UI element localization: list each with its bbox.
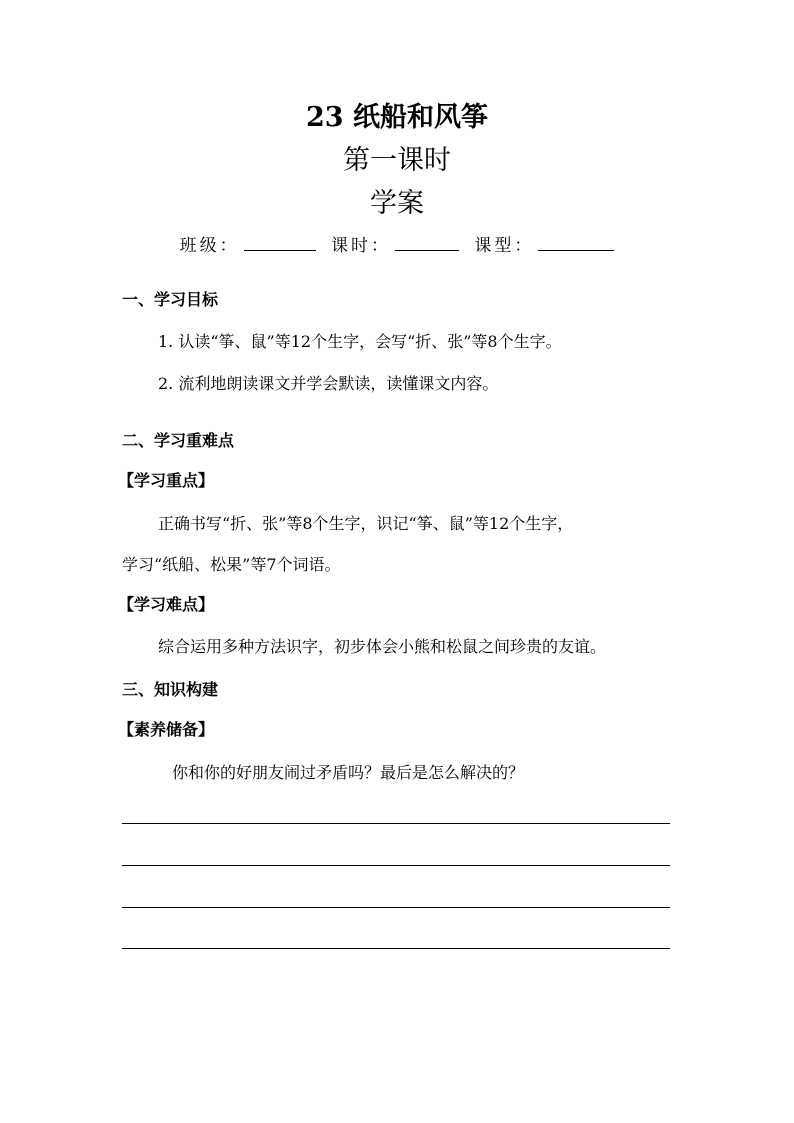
lesson-subtitle: 第一课时 — [343, 145, 451, 176]
answer-line[interactable] — [122, 907, 670, 908]
section-heading-knowledge: 三、知识构建 — [122, 680, 219, 699]
class-blank[interactable] — [244, 232, 316, 251]
period-label: 课时： — [331, 236, 391, 256]
objective-item: 1. 认读“筝、鼠”等12个生字，会写“折、张”等8个生字。 — [158, 332, 562, 351]
prep-question: 你和你的好朋友闹过矛盾吗？最后是怎么解决的？ — [172, 763, 525, 782]
focus-text-line-1: 正确书写“折、张”等8个生字，识记“筝、鼠”等12个生字， — [158, 514, 574, 533]
type-blank[interactable] — [538, 232, 614, 251]
period-blank[interactable] — [395, 232, 459, 251]
answer-line[interactable] — [122, 865, 670, 866]
objective-item: 2. 流利地朗读课文并学会默读，读懂课文内容。 — [158, 374, 499, 393]
answer-line[interactable] — [122, 948, 670, 949]
focus-label: 【学习重点】 — [118, 471, 215, 490]
section-heading-objectives: 一、学习目标 — [122, 290, 219, 309]
class-label: 班级： — [179, 236, 240, 256]
prep-label: 【素养储备】 — [118, 720, 215, 739]
focus-text-line-2: 学习“纸船、松果”等7个词语。 — [122, 555, 341, 574]
lesson-title: 23 纸船和风筝 — [306, 102, 488, 133]
document-type: 学案 — [370, 188, 424, 219]
answer-line[interactable] — [122, 823, 670, 824]
difficulty-text: 综合运用多种方法识字，初步体会小熊和松鼠之间珍贵的友谊。 — [158, 637, 607, 656]
section-heading-key-points: 二、学习重难点 — [122, 431, 235, 450]
difficulty-label: 【学习难点】 — [118, 595, 215, 614]
type-label: 课型： — [474, 236, 535, 256]
info-fields-row — [0, 232, 794, 258]
